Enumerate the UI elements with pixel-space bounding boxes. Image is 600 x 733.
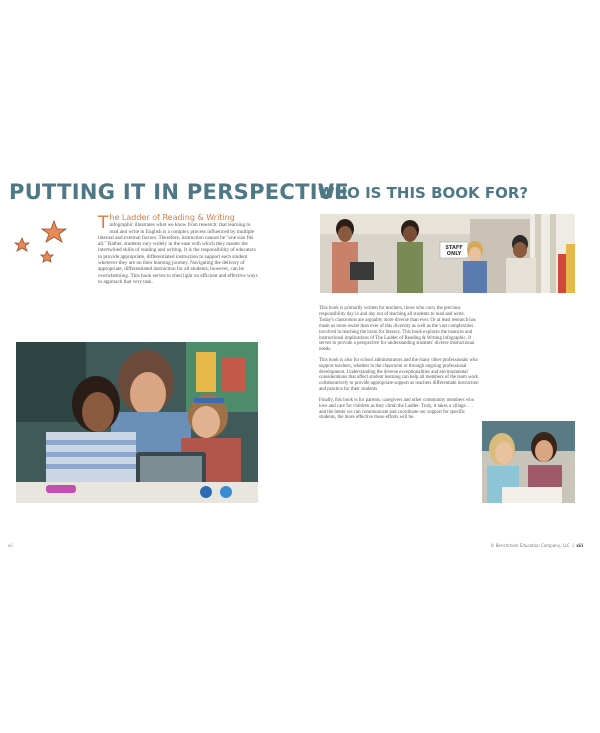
footer-right: © Benchmark Education Company, LLC | xiii <box>490 543 583 548</box>
staff-sign: STAFF <box>445 245 463 251</box>
paragraph: Finally, this book is for parents, caregivers and other community members who love and care for children as they climb the Ladder. Truly, it takes a village . . . and the better we can communicate and coordinate our support for specific students, the more effective those efforts will be. <box>319 397 475 421</box>
star-icon <box>15 238 29 251</box>
intro-paragraph <box>98 215 258 285</box>
classroom-tablet-photo <box>16 342 258 503</box>
page-number-right: xiii <box>576 543 583 548</box>
parent-teacher-photo <box>482 421 575 503</box>
svg-text:ONLY: ONLY <box>446 251 462 257</box>
page-number-left: xii <box>8 543 13 548</box>
star-icon <box>42 221 66 242</box>
paragraph: This book is primarily written for teachers, those who carry the precious responsibility day in and day out of teaching all students to read and write. Today's classrooms are arguably more diverse than ever. Or at least research has made us more aware than ever of this diversity as well as the vast complexities involved in teaching the brain for literacy. This book explores the nuances and instructional implications of The Ladder of Reading & Writing infographic. It serves to provide a perspective for understanding students' diverse instructional needs. <box>319 306 476 353</box>
star-icon <box>41 251 53 262</box>
copyright: © Benchmark Education Company, LLC <box>490 543 570 548</box>
page-title: PUTTING IT IN PERSPECTIVE <box>9 180 350 204</box>
intro-highlight: he Ladder of Reading & Writing <box>109 213 235 222</box>
section-title: WHO IS THIS BOOK FOR? <box>318 184 529 202</box>
intro-text: infographic illustrates what we know from research: that learning to read and write in English is a complex process influenced by multiple internal and external factors. Therefore, instruction cannot be "one size fits all." Rather, students vary widely in the ease with which they master the intertwined skills of reading and writing. It is the responsibility of educators to provide appropriate, differentiated instruction to support each student wherever they are on their learning journey. Navigating the delivery of appropriate, differentiated instruction for all students, however, can be overwhelming. This book serves to shed light on efficient and effective ways to approach that very task. <box>98 222 258 285</box>
staff-meeting-photo <box>320 214 575 293</box>
paragraph: This book is also for school administrators and the many other professionals who support teachers, whether in the classroom or through ongoing professional development. Understanding the diverse exceptionalities and environmental considerations that affect student learning can help all members of the team work collaboratively to provide appropriate support as teachers differentiate instruction and practice for their students. <box>319 357 479 393</box>
body-text <box>319 306 479 426</box>
drop-cap: T <box>98 213 109 233</box>
stars-decoration <box>14 218 74 268</box>
